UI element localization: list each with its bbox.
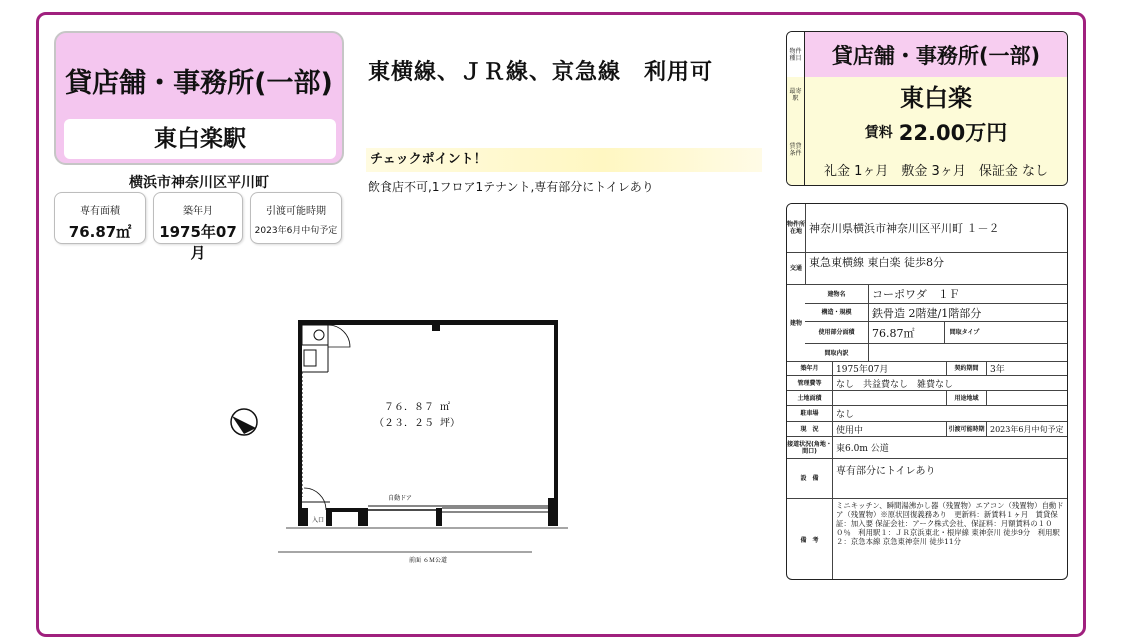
stat-handover-label: 引渡可能時期 — [266, 206, 326, 217]
zoning-label: 用途地域 — [946, 391, 986, 405]
row-land — [787, 390, 1067, 405]
row-building — [787, 284, 1067, 361]
row-facilities — [787, 458, 1067, 498]
remarks-label: 備 考 — [800, 536, 819, 544]
stat-built — [153, 192, 243, 262]
status-label: 現 況 — [800, 425, 819, 433]
row-built — [787, 361, 1067, 375]
management-value: なし 共益費なし 雑費なし — [832, 376, 1067, 390]
layout-detail-label: 間取内訳 — [824, 349, 849, 357]
transport-value: 東急東横線 東白楽 徒歩8分 — [805, 253, 1067, 284]
row-transport — [787, 252, 1067, 284]
remarks-value: ミニキッチン、瞬間湯沸かし器（残置物）エアコン（残置物）自動ドア（残置物）※原状回復義務あり 更新料：新賃料１ヶ月 賃貸保証：加入要 保証会社：アーク株式会社、保証料：月額賃料の１００％ 利用駅１：ＪＲ京浜東北・根岸線 東神奈川 徒歩9分 利用駅２：京急本線 京急東神奈川 徒歩11分 — [832, 499, 1067, 580]
land-label: 土地面積 — [797, 394, 822, 402]
summary-rent — [805, 113, 1067, 151]
transport-side: 交通 — [789, 265, 802, 272]
handover-value: 2023年6月中旬予定 — [986, 422, 1067, 436]
layout-type-label: 間取タイプ — [944, 322, 984, 343]
stat-handover-value: 2023年6月中旬予定 — [254, 226, 338, 236]
row-parking — [787, 405, 1067, 421]
parking-value: なし — [832, 406, 1067, 421]
location-value: 神奈川県横浜市神奈川区平川町 １－２ — [805, 204, 1067, 252]
structure-label: 構造・規模 — [821, 309, 852, 316]
stat-built-value: 1975年07月 — [159, 223, 237, 262]
plan-entrance-label: 入口 — [311, 517, 325, 524]
plan-road-label: 前面 ６Ｍ公道 — [409, 557, 447, 564]
row-road — [787, 436, 1067, 458]
summary-type: 貸店舗・事務所(一部) — [805, 32, 1067, 77]
management-label: 管理費等 — [797, 379, 822, 387]
checkpoint-text: 飲食店不可,1フロア1テナント,専有部分にトイレあり — [368, 180, 654, 194]
details-table — [786, 203, 1068, 580]
lines-available: 東横線、ＪＲ線、京急線 利用可 — [368, 60, 714, 85]
stat-area — [54, 192, 146, 244]
row-location — [787, 204, 1067, 252]
contract-label: 契約期間 — [946, 362, 986, 375]
built-label: 築年月 — [800, 365, 819, 372]
station-name: 東白楽駅 — [64, 119, 336, 159]
plan-area-tsubo: （２３．２５ 坪） — [373, 418, 461, 429]
built-value: 1975年07月 — [832, 362, 946, 375]
status-value: 使用中 — [832, 422, 946, 436]
compass-icon — [231, 409, 257, 435]
stat-area-value: 76.87㎡ — [68, 223, 132, 241]
parking-label: 駐車場 — [800, 410, 819, 417]
road-label: 接道状況(角地・間口) — [787, 440, 832, 455]
stat-area-label: 専有面積 — [80, 206, 120, 217]
building-name-value: コーポワダ １Ｆ — [868, 285, 1067, 303]
structure-value: 鉄骨造 2階建/1階部分 — [868, 304, 1067, 321]
building-side: 建物 — [789, 319, 802, 327]
summary-rent-label: 賃料 — [864, 125, 893, 141]
summary-box — [786, 31, 1068, 186]
summary-terms-side: 賃貸条件 — [787, 113, 805, 186]
checkpoint-title: チェックポイント！ — [366, 148, 762, 172]
row-status — [787, 421, 1067, 436]
summary-type-side: 物件種目 — [787, 32, 805, 77]
row-management — [787, 375, 1067, 390]
summary-deposits: 礼金 1ヶ月 敷金 3ヶ月 保証金 なし — [805, 151, 1067, 186]
plan-area-m2: ７６．８７ ㎡ — [383, 402, 451, 413]
area-value: 76.87㎡ — [868, 322, 944, 343]
contract-value: 3年 — [986, 362, 1067, 375]
summary-station: 東白楽 — [805, 77, 1067, 113]
summary-station-side: 最寄駅 — [787, 77, 805, 113]
floor-plan — [222, 312, 598, 572]
facilities-label: 設 備 — [800, 475, 819, 482]
area-label: 使用部分面積 — [818, 329, 855, 336]
row-remarks — [787, 498, 1067, 580]
property-type-title: 貸店舗・事務所(一部) — [65, 68, 333, 99]
road-value: 東6.0m 公道 — [832, 437, 1067, 458]
summary-rent-value: 22.00万円 — [898, 121, 1008, 145]
plan-door-label: 自動ドア — [388, 495, 412, 502]
building-name-label: 建物名 — [827, 290, 846, 298]
title-card — [54, 31, 344, 165]
facilities-value: 専有部分にトイレあり — [832, 459, 1067, 498]
stat-handover — [250, 192, 342, 244]
handover-label: 引渡可能時期 — [946, 422, 986, 436]
stat-built-label: 築年月 — [183, 206, 213, 217]
address-label: 横浜市神奈川区平川町 — [129, 175, 269, 191]
location-side: 物件所在地 — [787, 204, 805, 252]
